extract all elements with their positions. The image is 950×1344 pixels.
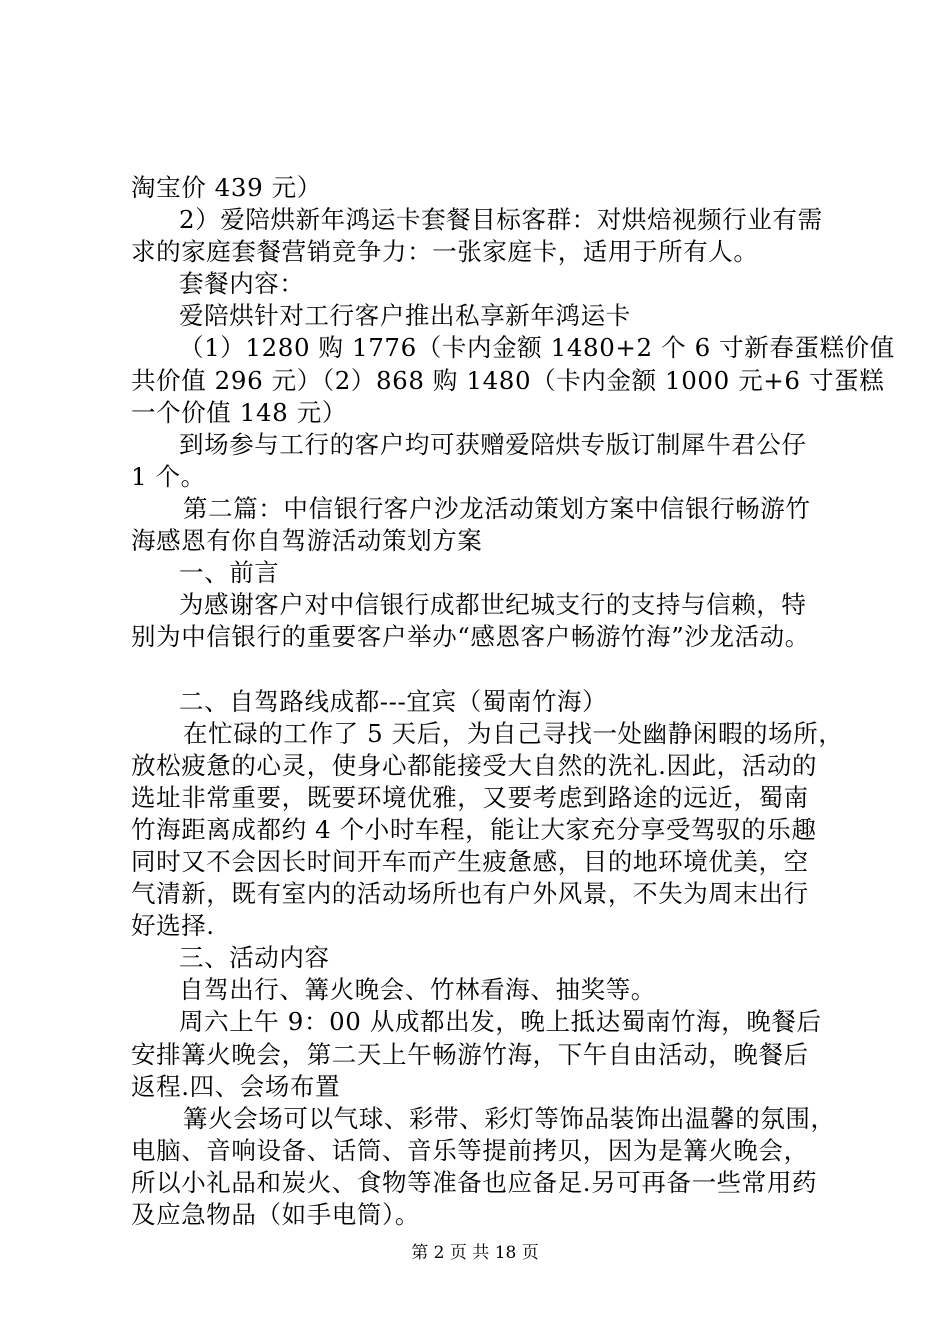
text-line: 竹海距离成都约 4 个小时车程，能让大家充分享受驾驭的乐趣 xyxy=(131,814,817,844)
text-line: 选址非常重要，既要环境优雅，又要考虑到路途的远近，蜀南 xyxy=(131,782,809,812)
text-line: 安排篝火晚会，第二天上午畅游竹海，下午自由活动，晚餐后 xyxy=(131,1039,809,1069)
text-line: 求的家庭套餐营销竞争力：一张家庭卡，适用于所有人。 xyxy=(131,237,759,267)
blank-line xyxy=(131,653,831,685)
text-line: 放松疲惫的心灵，使身心都能接受大自然的洗礼.因此，活动的 xyxy=(131,750,818,780)
text-line: 气清新，既有室内的活动场所也有户外风景，不失为周末出行 xyxy=(131,879,809,909)
text-line: 海感恩有你自驾游活动策划方案 xyxy=(131,526,483,556)
text-line: 同时又不会因长时间开车而产生疲惫感，目的地环境优美，空 xyxy=(131,846,809,876)
document-body xyxy=(131,172,895,1231)
text-line: 别为中信银行的重要客户举办“感恩客户畅游竹海”沙龙活动。 xyxy=(131,622,810,652)
text-line: 第二篇：中信银行客户沙龙活动策划方案中信银行畅游竹 xyxy=(183,493,811,523)
text-line: 为感谢客户对中信银行成都世纪城支行的支持与信赖，特 xyxy=(179,590,807,620)
text-line: 所以小礼品和炭火、食物等准备也应备足.另可再备一些常用药 xyxy=(131,1167,818,1197)
text-line: 在忙碌的工作了 5 天后，为自己寻找一处幽静闲暇的场所， xyxy=(183,718,844,748)
text-line: 及应急物品（如手电筒）。 xyxy=(131,1200,420,1229)
text-line: 2）爱陪烘新年鸿运卡套餐目标客群：对烘焙视频行业有需 xyxy=(179,205,823,235)
text-line: 电脑、音响设备、话筒、音乐等提前拷贝，因为是篝火晚会， xyxy=(131,1135,809,1165)
text-line: 周六上午 9：00 从成都出发，晚上抵达蜀南竹海，晚餐后 xyxy=(179,1007,822,1037)
page-footer: 第 2 页 共 18 页 xyxy=(411,1243,539,1263)
text-line: 一个价值 148 元） xyxy=(131,397,347,427)
text-line: 共价值 296 元）（2）868 购 1480（卡内金额 1000 元+6 寸蛋糕 xyxy=(131,365,885,395)
text-line: 1 个。 xyxy=(131,461,206,491)
text-line: 二、自驾路线成都---宜宾（蜀南竹海） xyxy=(179,686,608,716)
text-line: 返程.四、会场布置 xyxy=(131,1071,341,1101)
text-line: 三、活动内容 xyxy=(179,943,330,973)
text-line: 自驾出行、篝火晚会、竹林看海、抽奖等。 xyxy=(179,975,656,1005)
text-line: 套餐内容： xyxy=(179,269,305,299)
text-line: 到场参与工行的客户均可获赠爱陪烘专版订制犀牛君公仔 xyxy=(179,429,807,459)
text-line: 好选择. xyxy=(131,911,215,941)
text-line: 淘宝价 439 元） xyxy=(131,173,322,202)
text-line: 爱陪烘针对工行客户推出私享新年鸿运卡 xyxy=(179,301,631,331)
text-line: 一、前言 xyxy=(179,558,280,588)
text-line: （1）1280 购 1776（卡内金额 1480+2 个 6 寸新春蛋糕价值 xyxy=(179,333,895,363)
text-line: 篝火会场可以气球、彩带、彩灯等饰品装饰出温馨的氛围， xyxy=(183,1103,836,1133)
